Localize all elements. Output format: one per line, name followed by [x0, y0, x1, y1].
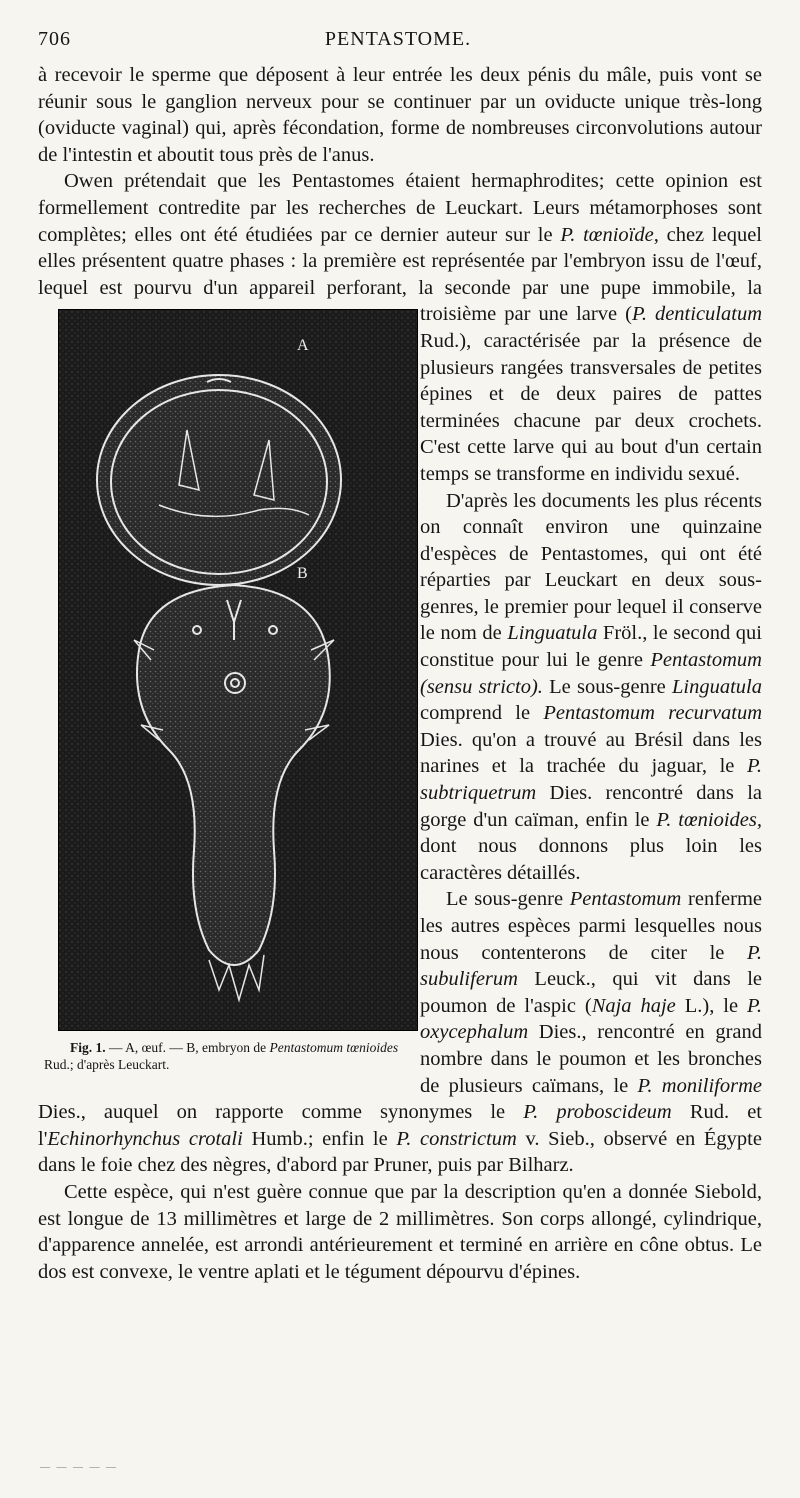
species-name: P. constrictum — [396, 1127, 517, 1150]
paragraph-3-part-g: dont nous donnons plus loin les caractères détaillés. — [420, 835, 762, 884]
figure-caption — [44, 1039, 410, 1073]
species-name: Pentastomum recurvatum — [543, 702, 762, 725]
paragraph-4-part-e: Dies., rencontré en grand nombre dans le poumon et les bronches de plusieurs caïmans, le — [420, 1021, 762, 1097]
species-name: P. moniliforme — [637, 1074, 762, 1097]
figure-plate — [58, 309, 418, 1031]
paragraph-3-part-f: Dies. rencontré dans la gorge d'un caïman, enfin le — [420, 782, 762, 831]
paragraph-2-part-c: Rud.), caractérisée par la présence de plusieurs rangées transversales de petites épines et de deux paires de pattes terminées chacune par deux crochets. C'est cette larve qui au bout d'un certain temps se transforme en individu sexué. — [420, 329, 762, 485]
species-name: P. subuliferum — [420, 941, 762, 991]
species-name: Naja haje — [591, 994, 676, 1017]
paragraph-3-part-c: Le sous-genre — [542, 675, 672, 698]
figure — [38, 301, 410, 1073]
paragraph-5: Cette espèce, qui n'est guère connue que par la description qu'en a donnée Siebold, est longue de 13 millimètres et large de 2 millimètres. Son corps allongé, cylindrique, d'apparence annelée, est arrondi antérieurement et terminé en arrière en cône obtus. Le dos est convexe, le ventre aplati et le tégument dépourvu d'épines. — [38, 1180, 762, 1283]
species-name: P. proboscideum — [523, 1101, 672, 1124]
figure-label-b: B — [297, 565, 308, 583]
species-name: P. oxycephalum — [420, 994, 762, 1044]
genus-name: Pentastomum — [569, 888, 682, 911]
body-text — [38, 62, 762, 1285]
paragraph-3-part-d: comprend le — [420, 702, 544, 725]
paragraph-4-part-i: v. Sieb., observé en Égypte dans le foie chez des nègres, d'abord par Pruner, puis par Bilharz. — [38, 1127, 762, 1177]
page-number: 706 — [38, 28, 71, 50]
species-name: P. subtriquetrum — [420, 755, 762, 805]
paragraph-4-part-c: Leuck., qui vit dans le poumon de l'aspic ( — [420, 968, 762, 1017]
paragraph-4-part-h: Humb.; enfin le — [242, 1127, 397, 1150]
caption-text: — A, œuf. — B, embryon de — [109, 1040, 270, 1056]
paragraph-3-part-a: D'après les documents les plus récents on connaît environ une quinzaine d'espèces de Pentastomes, qui ont été réparties par Leuckart en deux sous-genres, le premier pour lequel il conserve le nom de — [420, 489, 762, 645]
paragraph-4-part-g: Rud. et l' — [38, 1101, 762, 1150]
paragraph-2-part-b: chez lequel elles présentent quatre phases : la première est représentée par l'embryon issu de l'œuf, lequel est pourvu d'un appareil perforant, la seconde par une pupe immobile, la troisième par une larve ( — [38, 223, 762, 326]
paragraph-4-part-b: renferme les autres espèces parmi lesquelles nous nous contenterons de citer le — [420, 888, 762, 964]
species-name: P. tœnioïde, — [560, 223, 659, 246]
caption-species: Pentastomum tœnioides — [269, 1040, 399, 1056]
paragraph-4-part-a: Le sous-genre — [446, 888, 570, 911]
footer-mark: — — — — — — [40, 1462, 118, 1473]
paragraph-3-part-e: Dies. qu'on a trouvé au Brésil dans les narines et la trachée du jaguar, le — [420, 728, 762, 778]
paragraph-2-part-a: Owen prétendait que les Pentastomes étaient hermaphrodites; cette opinion est formellement contredite par les recherches de Leuckart. Leurs métamorphoses sont complètes; elles ont été étudiées par ce dernier auteur sur le — [38, 170, 762, 246]
genus-name: Linguatula — [507, 622, 598, 645]
paragraph-3-part-b: Fröl., le second qui constitue pour lui le genre — [420, 622, 763, 672]
species-name: P. tœnioides, — [656, 808, 763, 831]
paragraph-4-part-f: Dies., auquel on rapporte comme synonymes le — [38, 1101, 524, 1124]
paragraph-4-part-d: L.), le — [675, 994, 747, 1017]
egg-drawing — [97, 375, 341, 585]
species-name: P. denticulatum — [631, 303, 762, 326]
species-name: Echinorhynchus crotali — [47, 1127, 243, 1150]
genus-name: Linguatula — [672, 675, 762, 698]
genus-name: Pentastomum (sensu stricto). — [420, 649, 762, 698]
embryo-illustration — [59, 310, 417, 1030]
page-header — [38, 28, 758, 56]
paragraph-1: à recevoir le sperme que déposent à leur entrée les deux pénis du mâle, puis vont se réunir sous le ganglion nerveux pour se continuer par un oviducte unique très-long (oviducte vaginal) qui, après fécondation, forme de nombreuses circonvolutions autour de l'intestin et aboutit tous près de l'anus. — [38, 64, 762, 166]
caption-source: Rud.; d'après Leuckart. — [44, 1057, 170, 1073]
figure-number: Fig. 1. — [70, 1040, 106, 1056]
figure-label-a: A — [297, 337, 309, 355]
running-title: PENTASTOME. — [324, 28, 472, 50]
